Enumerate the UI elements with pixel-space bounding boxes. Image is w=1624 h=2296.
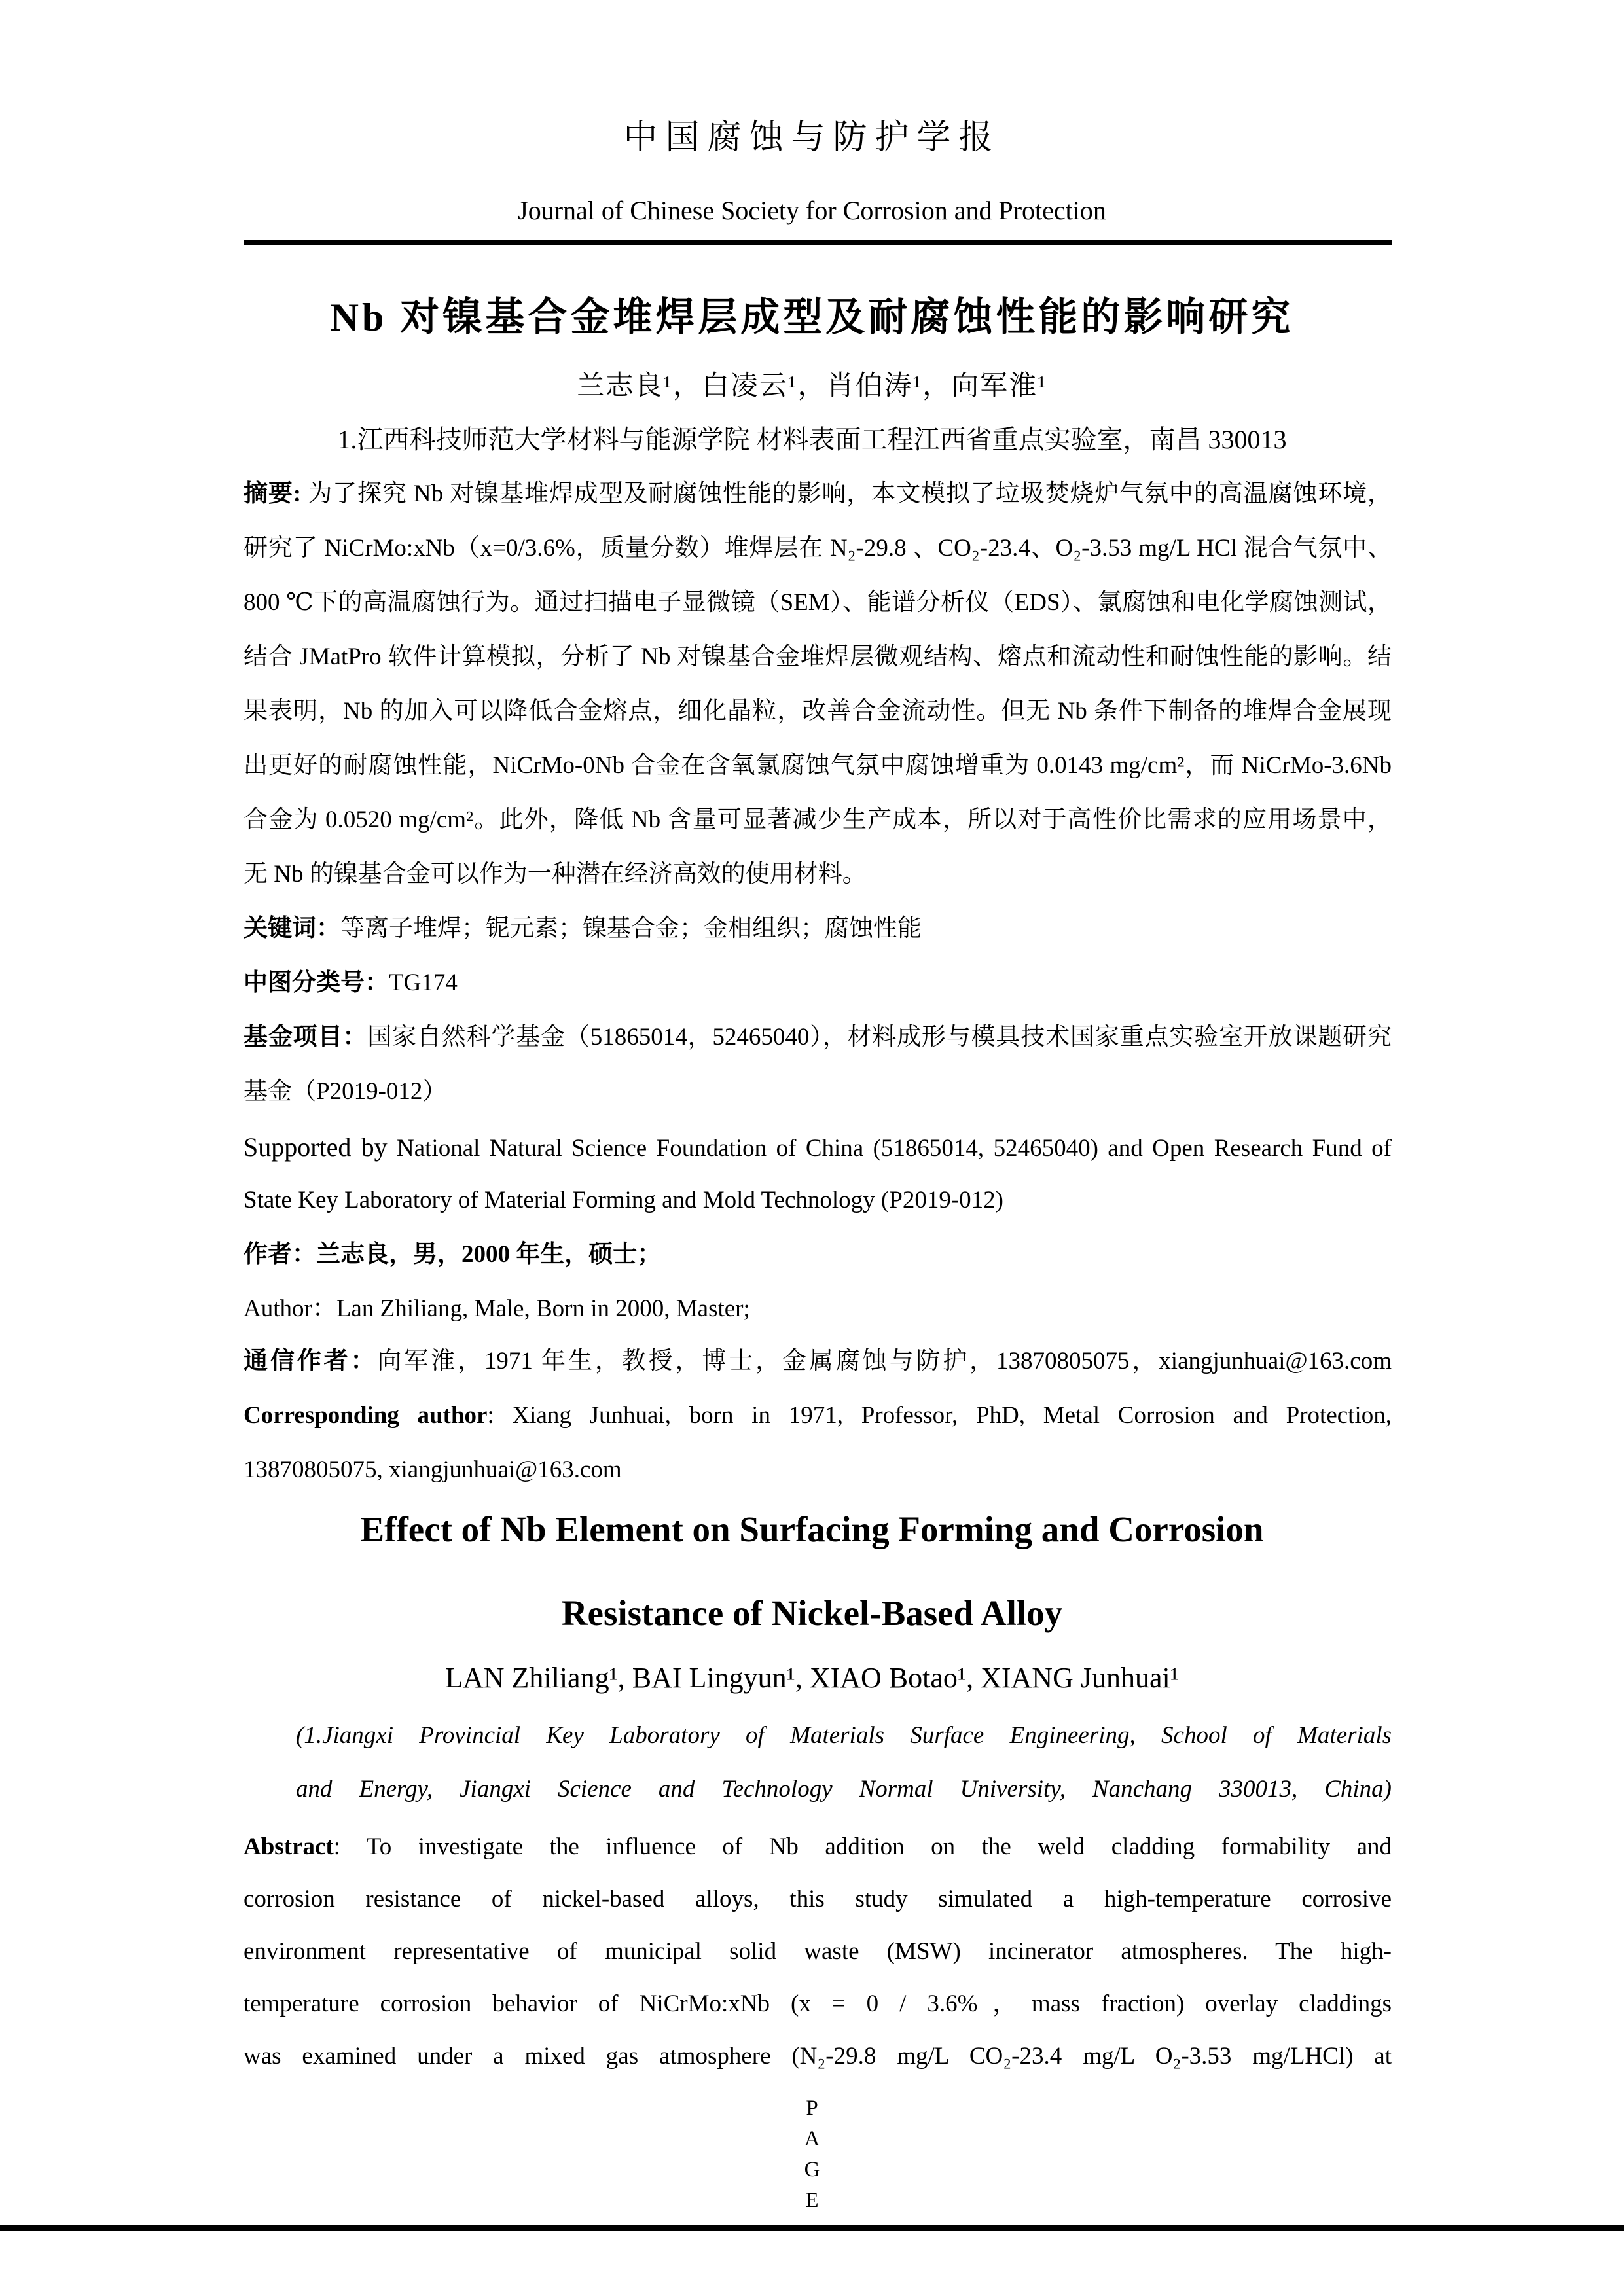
paper-title-en-line-1: Effect of Nb Element on Surfacing Forming and Corrosion (360, 1509, 1264, 1549)
supported-text: National Natural Science Foundation of China (51865014, 52465040) and Open Research Fund of (387, 1135, 1392, 1162)
fund-line-2: 基金（P2019-012） (244, 1078, 447, 1105)
corresponding-en-label: Corresponding author (244, 1402, 488, 1429)
journal-name-cn: 中国腐蚀与防护学报 (623, 119, 1001, 156)
page-field-letter: E (805, 2189, 819, 2212)
clc-label: 中图分类号： (244, 969, 389, 996)
clc-text: TG174 (389, 969, 458, 996)
abstract-en-text: : To investigate the influence of Nb addition on the weld cladding formability and (333, 1833, 1392, 1860)
corresponding-en-line-1 (244, 1401, 1392, 1430)
keywords-text: 等离子堆焊；铌元素；镍基合金；金相组织；腐蚀性能 (340, 915, 922, 942)
keywords-label: 关键词： (244, 915, 340, 942)
clc-line (244, 969, 1392, 997)
abstract-cn-line: 结合 JMatPro 软件计算模拟，分析了 Nb 对镍基合金堆焊层微观结构、熔点和流动性和耐蚀性能的影响。结 (244, 643, 1392, 670)
affiliation-en-line-1: (1.Jiangxi Provincial Key Laboratory of Materials Surface Engineering, School of Materials (296, 1722, 1392, 1749)
corresponding-cn-text: 向军淮，1971 年生，教授，博士，金属腐蚀与防护，13870805075，xiangjunhuai@163.com (377, 1348, 1392, 1374)
page-field-letter: G (804, 2158, 820, 2181)
paper-title-cn: Nb 对镍基合金堆焊层成型及耐腐蚀性能的影响研究 (330, 296, 1294, 339)
abstract-en-line: environment representative of municipal solid waste (MSW) incinerator atmospheres. The high- (244, 1938, 1392, 1965)
page-number-field (0, 2093, 1624, 2216)
author-note-en: Author：Lan Zhiliang, Male, Born in 2000, Master; (244, 1295, 750, 1322)
corresponding-en-line-2: 13870805075, xiangjunhuai@163.com (244, 1456, 622, 1483)
author-note-cn: 作者：兰志良，男，2000 年生，硕士； (244, 1241, 662, 1268)
corresponding-cn-line (244, 1347, 1392, 1376)
abstract-cn-line: 研究了 NiCrMo:xNb（x=0/3.6%，质量分数）堆焊层在 N₂-29.8 、CO₂-23.4、O₂-3.53 mg/L HCl 混合气氛中、 (244, 535, 1392, 562)
abstract-cn-text: 为了探究 Nb 对镍基堆焊成型及耐腐蚀性能的影响，本文模拟了垃圾焚烧炉气氛中的高温腐蚀环境， (308, 480, 1392, 507)
header-divider (244, 240, 1392, 245)
corresponding-cn-label: 通信作者： (244, 1348, 378, 1374)
supported-line-2: State Key Laboratory of Material Forming and Mold Technology (P2019-012) (244, 1187, 1003, 1213)
abstract-cn-line (244, 480, 1392, 509)
authors-cn: 兰志良¹，白凌云¹，肖伯涛¹，向军淮¹ (577, 371, 1047, 401)
paper-title-en-line-2: Resistance of Nickel-Based Alloy (561, 1593, 1063, 1633)
abstract-en-line (244, 1833, 1392, 1861)
abstract-cn-line: 果表明，Nb 的加入可以降低合金熔点，细化晶粒，改善合金流动性。但无 Nb 条件下制备的堆焊合金展现 (244, 698, 1392, 725)
abstract-cn-line: 800 ℃下的高温腐蚀行为。通过扫描电子显微镜（SEM）、能谱分析仪（EDS）、氯腐蚀和电化学腐蚀测试， (244, 589, 1392, 616)
journal-name-en: Journal of Chinese Society for Corrosion and Protection (518, 196, 1106, 225)
supported-label: Supported by (244, 1132, 388, 1162)
authors-en: LAN Zhiliang¹, BAI Lingyun¹, XIAO Botao¹, XIANG Junhuai¹ (445, 1662, 1179, 1694)
page-field-letter: P (806, 2096, 818, 2120)
corresponding-en-text: : Xiang Junhuai, born in 1971, Professor, PhD, Metal Corrosion and Protection, (487, 1402, 1392, 1429)
keywords-line (244, 914, 1392, 943)
abstract-cn-line: 无 Nb 的镍基合金可以作为一种潜在经济高效的使用材料。 (244, 861, 867, 888)
abstract-cn-line: 出更好的耐腐蚀性能，NiCrMo-0Nb 合金在含氧氯腐蚀气氛中腐蚀增重为 0.0143 mg/cm²，而 NiCrMo-3.6Nb (244, 752, 1392, 779)
fund-label: 基金项目： (244, 1024, 368, 1050)
abstract-cn-label: 摘要: (244, 480, 308, 507)
fund-line-1 (244, 1023, 1392, 1052)
abstract-en-line: corrosion resistance of nickel-based alloys, this study simulated a high-temperature corrosive (244, 1886, 1392, 1912)
abstract-en-line: was examined under a mixed gas atmosphere (N₂-29.8 mg/L CO₂-23.4 mg/L O₂-3.53 mg/LHCl) at (244, 2043, 1392, 2070)
abstract-en-line: temperature corrosion behavior of NiCrMo:xNb (x = 0 / 3.6%，mass fraction) overlay claddings (244, 1990, 1392, 2017)
fund-text: 国家自然科学基金（51865014，52465040），材料成形与模具技术国家重点实验室开放课题研究 (367, 1024, 1392, 1050)
affiliation-en-line-2: and Energy, Jiangxi Science and Technology Normal University, Nanchang 330013, China) (296, 1776, 1392, 1803)
abstract-cn-line: 合金为 0.0520 mg/cm²。此外，降低 Nb 含量可显著减少生产成本，所以对于高性价比需求的应用场景中， (244, 806, 1392, 833)
affiliation-cn: 1.江西科技师范大学材料与能源学院 材料表面工程江西省重点实验室，南昌 330013 (337, 425, 1287, 454)
page-field-letter: A (804, 2127, 820, 2151)
supported-line-1 (244, 1132, 1392, 1163)
abstract-en-label: Abstract (244, 1833, 334, 1860)
footer-divider (0, 2225, 1624, 2231)
